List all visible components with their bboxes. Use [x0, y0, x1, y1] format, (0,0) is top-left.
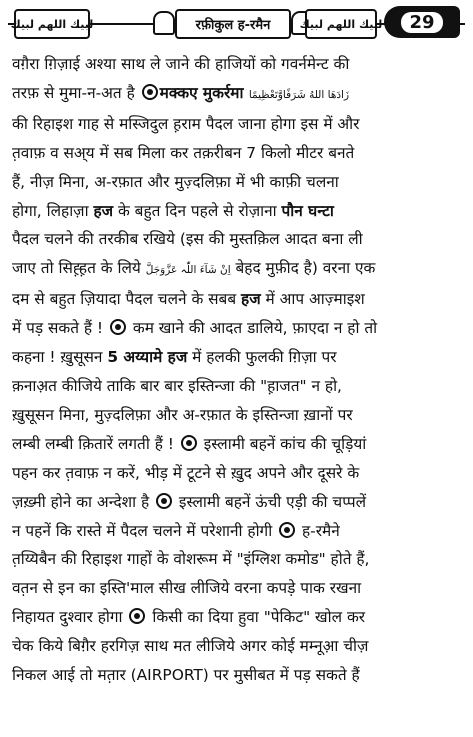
text-line [12, 459, 462, 488]
text-line [12, 661, 462, 690]
text-segment: निकल आई तो मत़ार (AIRPORT) पर मुसीबत में पड़ सकते हैं [12, 666, 360, 685]
text-segment: क़नाअ़त कीजिये ताकि बार बार इस्तिन्जा की "ह़ाजत" न हो, [12, 376, 342, 395]
text-line [12, 254, 462, 285]
flower-bullet-icon [110, 319, 126, 335]
text-segment: त़वाफ़ व सअ्य में सब मिला कर तक़रीबन 7 किलो मीटर बनते [12, 143, 355, 162]
text-line [12, 225, 462, 254]
book-title [175, 9, 291, 39]
text-segment: लम्बी लम्बी क़ितारें लगती हैं ! [12, 434, 179, 453]
text-segment: ह-रमैने [297, 521, 340, 540]
page-number-badge [384, 6, 460, 38]
text-segment: बेहद मुफ़ीद है) वरना एक [230, 259, 376, 278]
text-line [12, 139, 462, 168]
text-segment: होगा, लिहाज़ा [12, 201, 94, 220]
text-line [12, 110, 462, 139]
flower-bullet-icon [129, 608, 145, 624]
text-segment: वत़न से इन का इस्ति'माल सीख लीजिये वरना कपड़े पाक रखना [12, 579, 362, 598]
text-segment: ख़ुसूसन मिना, मुज़्दलिफ़ा और अ-रफ़ात के इस्तिन्जा ख़ानों पर [12, 405, 353, 424]
flower-bullet-icon [181, 435, 197, 451]
text-line [12, 488, 462, 517]
text-segment: निहायत दुश्वार होगा [12, 608, 128, 627]
page-header [8, 4, 465, 44]
flower-bullet-icon [156, 493, 172, 509]
labbaik-badge-right [299, 9, 383, 39]
text-segment: जाए तो सिह़्ह़त के लिये [12, 259, 146, 278]
text-segment: में पड़ सकते हैं ! [12, 319, 108, 338]
text-line [12, 517, 462, 546]
text-segment: में आप आज़्माइश [260, 290, 365, 309]
text-segment: न पहनें कि रास्ते में पैदल चलने में परेशानी होगी [12, 521, 278, 540]
arabic-phrase: زَادَهَا اللهُ شَرَفًاوَّتَعْظِيمًا [248, 88, 350, 101]
text-line [12, 343, 462, 372]
text-line [12, 197, 462, 226]
text-segment: तरफ़ से मुमा-न-अत है [12, 83, 140, 102]
text-segment: पहन कर त़वाफ़ न करें, भीड़ में टूटने से ख़ुद अपने और दूसरे के [12, 463, 360, 482]
text-segment: इस्लामी बहनें ऊंची एड़ी की चप्पलें [174, 492, 367, 511]
text-segment: कहना ! ख़ुसूसन [12, 348, 108, 367]
page-number: 29 [401, 12, 442, 33]
text-line [12, 285, 462, 314]
flower-bullet-icon [279, 522, 295, 538]
text-segment: कम खाने की आदत डालिये, फ़ाएदा न हो तो [127, 319, 378, 338]
text-segment: किसी का दिया हुवा "पेकिट" खोल कर [147, 608, 366, 627]
text-segment: पैदल चलने की तरकीब रखिये (इस की मुस्तक़िल आदत बना ली [12, 230, 363, 249]
ornament-icon [153, 11, 175, 35]
text-segment: ज़ख़्मी होने का अन्देशा है [12, 492, 155, 511]
bold-text: मक्कए मुकर्रमा [159, 83, 249, 102]
text-segment: दम से बहुत ज़ियादा पैदल चलने के सबब [12, 290, 242, 309]
text-segment: हैं, नीज़ मिना, अ-रफ़ात और मुज़्दलिफ़ा में भी काफ़ी चलना [12, 172, 339, 191]
labbaik-text-left: لبيك اللهم لبيك [10, 17, 94, 31]
text-line [12, 168, 462, 197]
text-line [12, 372, 462, 401]
text-line [12, 545, 462, 574]
flower-bullet-icon [142, 84, 158, 100]
text-line [12, 314, 462, 343]
bold-text: हज [241, 290, 261, 309]
arabic-phrase: اِنْ شَآءَ اللّٰہ عَزَّوَجَلَّ [145, 264, 231, 277]
body-text [12, 50, 462, 690]
text-line [12, 430, 462, 459]
text-segment: चेक किये बिग़ैर हरगिज़ साथ मत लीजिये अगर कोई मम्नूअ़ा चीज़ [12, 637, 369, 656]
text-line [12, 401, 462, 430]
labbaik-badge-left [10, 9, 94, 39]
text-segment: इस्लामी बहनें कांच की चूड़ियां [198, 434, 367, 453]
text-line [12, 79, 462, 110]
text-segment: की रिहाइश गाह से मस्जिदुल ह़राम पैदल जाना होगा इस में और [12, 114, 360, 133]
bold-text: हज [93, 201, 114, 220]
book-title-text: रफ़ीकुल ह-रमैन [195, 18, 271, 33]
text-line [12, 603, 462, 632]
bold-text: पौन घन्टा [281, 201, 334, 220]
labbaik-text-right: لبيك اللهم لبيك [299, 17, 383, 31]
text-line [12, 574, 462, 603]
text-segment: त़य्यिबैन की रिहाइश गाहों के वोशरूम में "इंग्लिश कमोड" होते हैं, [12, 550, 370, 569]
text-line [12, 50, 462, 79]
text-segment: में हलकी फुलकी ग़िज़ा पर [187, 348, 337, 367]
bold-text: 5 अय्यामे हज [107, 348, 188, 367]
text-segment: के बहुत दिन पहले से रोज़ाना [113, 201, 282, 220]
text-line [12, 632, 462, 661]
text-segment: वग़ैरा ग़िज़ाई अश्या साथ ले जाने की हाजियों को गवर्नमेन्ट की [12, 55, 350, 73]
